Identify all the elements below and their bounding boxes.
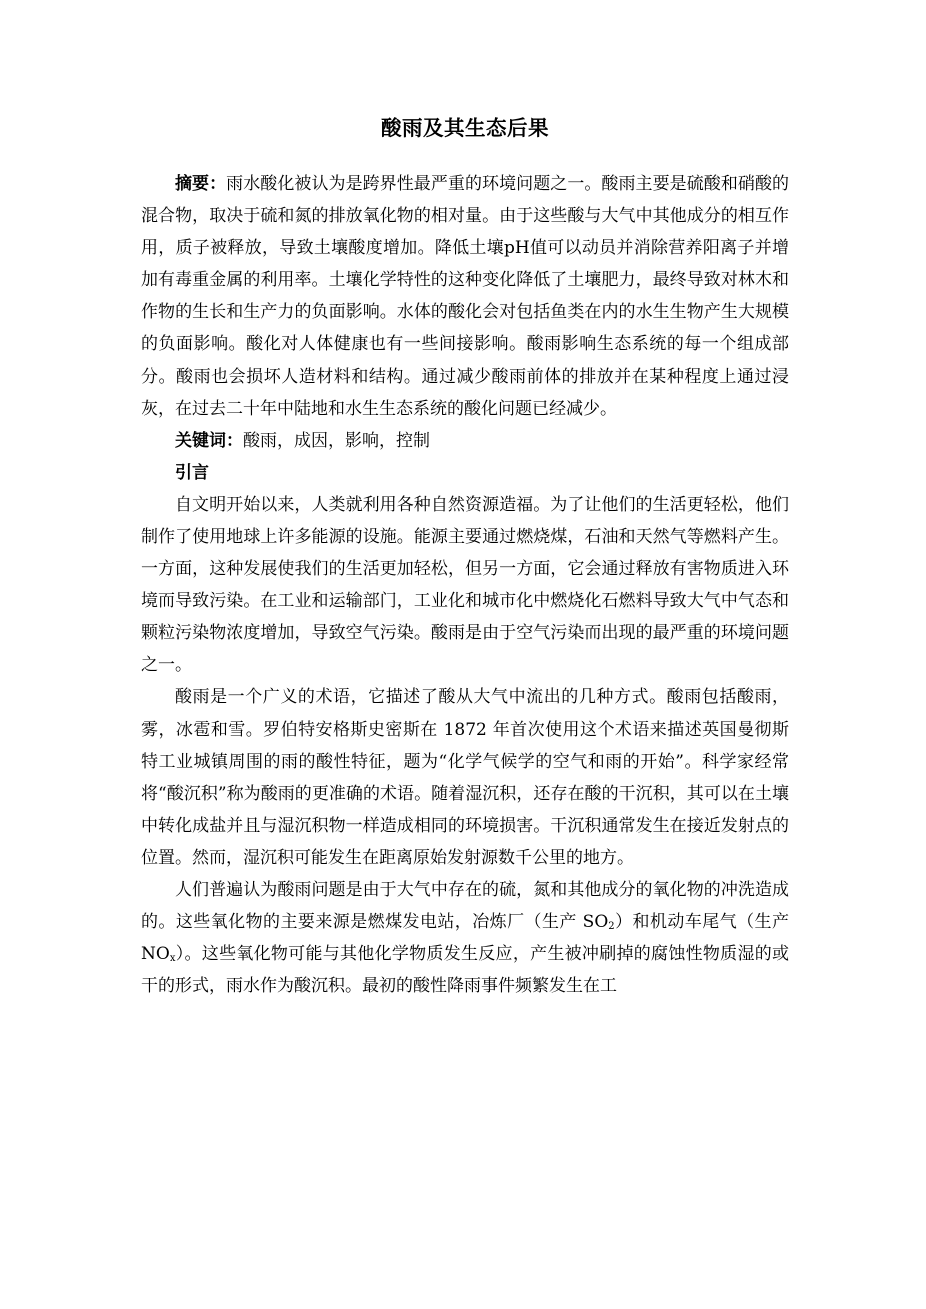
nox-subscript: x bbox=[169, 953, 176, 965]
document-body bbox=[141, 112, 789, 1002]
abstract-label: 摘要： bbox=[175, 174, 227, 194]
document-title: 酸雨及其生态后果 bbox=[381, 116, 549, 140]
abstract-paragraph bbox=[141, 168, 789, 425]
intro-paragraph-3-part-2: ）和机动车尾气（生产 NO bbox=[141, 912, 789, 965]
intro-paragraph-3-part-3: ）。这些氧化物可能与其他化学物质发生反应，产生被冲刷掉的腐蚀性物质湿的或干的形式，雨水作为酸沉积。最初的酸性降雨事件频繁发生在工 bbox=[141, 944, 789, 997]
intro-paragraph-3 bbox=[141, 874, 789, 1002]
so2-subscript: 2 bbox=[608, 921, 615, 933]
intro-paragraph-2: 酸雨是一个广义的术语，它描述了酸从大气中流出的几种方式。酸雨包括酸雨，雾，冰雹和雪。罗伯特安格斯史密斯在 1872 年首次使用这个术语来描述英国曼彻斯特工业城镇周围的雨的酸性特征，题为“化学气候学的空气和雨的开始”。科学家经常将“酸沉积”称为酸雨的更准确的术语。随着湿沉积，还存在酸的干沉积，其可以在土壤中转化成盐并且与湿沉积物一样造成相同的环境损害。干沉积通常发生在接近发射点的位置。然而，湿沉积可能发生在距离原始发射源数千公里的地方。 bbox=[141, 687, 789, 868]
intro-paragraph-1: 自文明开始以来，人类就利用各种自然资源造福。为了让他们的生活更轻松，他们制作了使用地球上许多能源的设施。能源主要通过燃烧煤，石油和天然气等燃料产生。一方面，这种发展使我们的生活更加轻松，但另一方面，它会通过释放有害物质进入环境而导致污染。在工业和运输部门，工业化和城市化中燃烧化石燃料导致大气中气态和颗粒污染物浓度增加，导致空气污染。酸雨是由于空气污染而出现的最严重的环境问题之一。 bbox=[141, 494, 789, 676]
section-heading-intro: 引言 bbox=[175, 462, 209, 483]
abstract-text: 雨水酸化被认为是跨界性最严重的环境问题之一。酸雨主要是硫酸和硝酸的混合物，取决于硫和氮的排放氧化物的相对量。由于这些酸与大气中其他成分的相互作用，质子被释放，导致土壤酸度增加。降低土壤pH值可以动员并消除营养阳离子并增加有毒重金属的利用率。土壤化学特性的这种变化降低了土壤肥力，最终导致对林木和作物的生长和生产力的负面影响。水体的酸化会对包括鱼类在内的水生生物产生大规模的负面影响。酸化对人体健康也有一些间接影响。酸雨影响生态系统的每一个组成部分。酸雨也会损坏人造材料和结构。通过减少酸雨前体的排放并在某种程度上通过浸灰，在过去二十年中陆地和水生生态系统的酸化问题已经减少。 bbox=[141, 174, 789, 419]
keywords-paragraph bbox=[141, 425, 789, 457]
intro-paragraph-3-part-1: 人们普遍认为酸雨问题是由于大气中存在的硫，氮和其他成分的氧化物的冲洗造成的。这些氧化物的主要来源是燃煤发电站，冶炼厂（生产 SO bbox=[141, 879, 789, 933]
keywords-label: 关键词： bbox=[175, 430, 243, 451]
keywords-text: 酸雨，成因，影响，控制 bbox=[243, 430, 430, 451]
